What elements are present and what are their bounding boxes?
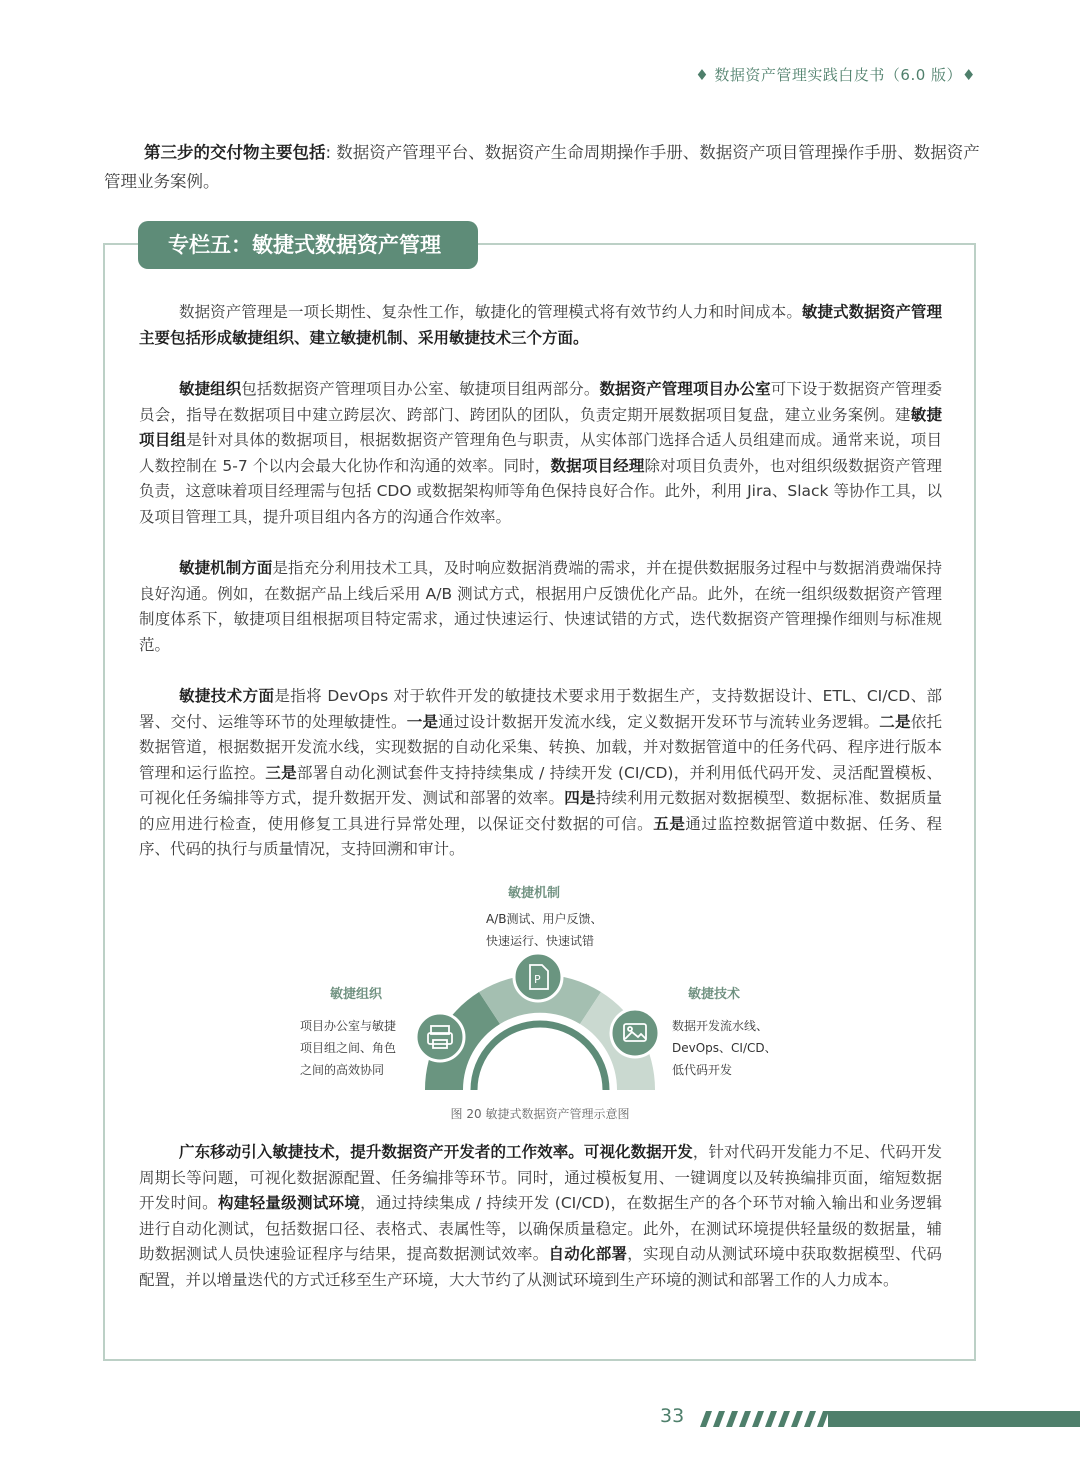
p3-text-1: 是指充分利用技术工具，及时响应数据消费端的需求，并在提供数据服务过程中与数据消费端保持良好沟通。例如，在数据产品上线后采用 A/B 测试方式，根据用户反馈优化产品。此外，在统一组织级数据资产管理制度体系下，敏捷项目组根据项目特定需求，通过快速运行、快速试错的方式，迭代数据资产管理操作细则与标准规范。 — [139, 559, 942, 654]
p2-bold-2: 数据资产管理项目办公室 — [599, 380, 771, 398]
intro-paragraph — [104, 138, 984, 196]
p4-bold-3: 二是 — [879, 712, 911, 731]
p4-text-4: 部署自动化测试套件支持持续集成 / 持续开发 (CI/CD)，并利用低代码开发、灵活配置模板、可视化任务编排等方式，提升数据开发、测试和部署的效率。 — [139, 763, 942, 807]
p5-bold-1: 广东移动引入敏捷技术，提升数据资产开发者的工作效率。 — [179, 1143, 584, 1161]
p3-bold-1: 敏捷机制方面 — [179, 559, 273, 577]
p5-text-3: ，通过持续集成 / 持续开发 (CI/CD)，在数据生产的各个环节对输入输出和业务逻辑进行自动化测试，包括数据口径、表格式、表属性等，以确保质量稳定。此外，在测试环境提供轻量级的数据量，辅助数据测试人员快速验证程序与结果，提高数据测试效率。 — [139, 1194, 942, 1263]
document-header-title: ♦ 数据资产管理实践白皮书（6.0 版）♦ — [695, 66, 976, 84]
footer-stripe — [700, 1411, 712, 1427]
technology-line-1: 数据开发流水线、 — [672, 1019, 769, 1033]
footer-stripe — [713, 1411, 725, 1427]
p2-text-1: 包括数据资产管理项目办公室、敏捷项目组两部分。 — [241, 380, 600, 398]
p4-bold-6: 五是 — [653, 814, 686, 833]
intro-bold-lead: 第三步的交付物主要包括 — [144, 143, 326, 162]
footer-stripe — [791, 1411, 803, 1427]
p2-bold-4: 数据项目经理 — [550, 456, 645, 475]
p2-bold-1: 敏捷组织 — [179, 380, 242, 398]
mechanism-title: 敏捷机制 — [508, 886, 561, 901]
paragraph-guangdong-case — [139, 1140, 942, 1293]
footer-stripe — [752, 1411, 764, 1427]
organization-line-1: 项目办公室与敏捷 — [300, 1019, 397, 1033]
p1-text: 数据资产管理是一项长期性、复杂性工作，敏捷化的管理模式将有效节约人力和时间成本。 — [179, 303, 802, 321]
footer-decoration-stripes — [700, 1411, 1080, 1427]
page-number: 33 — [660, 1405, 685, 1427]
p5-bold-4: 自动化部署 — [548, 1245, 628, 1263]
p5-bold-3: 构建轻量级测试环境 — [217, 1194, 361, 1212]
technology-title: 敏捷技术 — [688, 987, 741, 1002]
column-title: 专栏五：敏捷式数据资产管理 — [138, 221, 478, 269]
organization-line-3: 之间的高效协同 — [300, 1063, 385, 1077]
column-content-2 — [139, 1140, 942, 1319]
mechanism-line-1: A/B测试、用户反馈、 — [486, 912, 603, 926]
p5-text-4: ，实现自动从测试环境中获取数据模型、代码配置，并以增量迭代的方式迁移至生产环境，大大节约了从测试环境到生产环境的测试和部署工作的人力成本。 — [139, 1245, 942, 1289]
organization-line-2: 项目组之间、角色 — [300, 1041, 397, 1055]
intro-text: : 数据资产管理平台、数据资产生命周期操作手册、数据资产项目管理操作手册、数据资产管理业务案例。 — [104, 143, 980, 191]
p4-bold-5: 四是 — [564, 789, 596, 807]
technology-line-2: DevOps、CI/CD、 — [672, 1041, 777, 1055]
p2-text-2: 可下设于数据资产管理委员会，指导在数据项目中建立跨层次、跨部门、跨团队的团队，负责定期开展数据项目复盘，建立业务案例。建 — [139, 380, 942, 424]
p4-text-2: 通过设计数据开发流水线，定义数据开发环节与流转业务逻辑。 — [438, 712, 880, 731]
p4-bold-2: 一是 — [406, 712, 439, 731]
footer-stripe — [778, 1411, 790, 1427]
p1-bold: 敏捷式数据资产管理主要包括形成敏捷组织、建立敏捷机制、采用敏捷技术三个方面。 — [139, 303, 942, 347]
p4-bold-1: 敏捷技术方面 — [179, 687, 275, 705]
svg-text:P: P — [534, 973, 541, 986]
footer-stripe — [765, 1411, 777, 1427]
p5-bold-2: 可视化数据开发 — [583, 1143, 693, 1161]
p2-text-3: 是针对具体的数据项目，根据数据资产管理角色与职责，从实体部门选择合适人员组建而成。通常来说，项目人数控制在 5-7 个以内会最大化协作和沟通的效率。同时， — [139, 431, 942, 475]
p4-text-3: 依托数据管道，根据数据开发流水线，实现数据的自动化采集、转换、加载，并对数据管道中的任务代码、程序进行版本管理和运行监控。 — [139, 712, 942, 782]
p4-text-6: 通过监控数据管道中数据、任务、程序、代码的执行与质量情况，支持回溯和审计。 — [139, 814, 942, 858]
inner-arc — [474, 1024, 606, 1090]
organization-title: 敏捷组织 — [330, 987, 383, 1002]
p4-text-5: 持续利用元数据对数据模型、数据标准、数据质量的应用进行检查，使用修复工具进行异常处理，以保证交付数据的可信。 — [139, 789, 942, 833]
agile-diagram — [290, 870, 790, 1130]
footer-stripe — [817, 1411, 829, 1427]
paragraph-1 — [139, 300, 942, 351]
technology-line-3: 低代码开发 — [672, 1063, 733, 1077]
footer-stripe — [726, 1411, 738, 1427]
org-icon-circle — [416, 1013, 464, 1061]
column-content — [139, 300, 942, 889]
p2-bold-3: 敏捷项目组 — [139, 405, 942, 449]
figure-caption: 图 20 敏捷式数据资产管理示意图 — [450, 1107, 630, 1121]
footer-stripe — [804, 1411, 816, 1427]
paragraph-agile-mechanism — [139, 556, 942, 658]
mechanism-line-2: 快速运行、快速试错 — [486, 934, 595, 948]
tech-icon-circle — [611, 1009, 659, 1057]
p4-bold-4: 三是 — [265, 763, 297, 782]
p5-text-2: ，针对代码开发能力不足、代码开发周期长等问题，可视化数据源配置、任务编排等环节。同时，通过模板复用、一键调度以及转换编排页面，缩短数据开发时间。 — [139, 1143, 942, 1212]
footer-stripe — [739, 1411, 751, 1427]
paragraph-agile-org — [139, 377, 942, 530]
p4-text-1: 是指将 DevOps 对于软件开发的敏捷技术要求用于数据生产，支持数据设计、ETL、CI/CD、部署、交付、运维等环节的处理敏捷性。 — [139, 687, 942, 731]
p2-text-4: 除对项目负责外，也对组织级数据资产管理负责，这意味着项目经理需与包括 CDO 或数据架构师等角色保持良好合作。此外，利用 Jira、Slack 等协作工具，以及项目管理工具，提升项目组内各方的沟通合作效率。 — [139, 456, 942, 526]
paragraph-agile-tech — [139, 684, 942, 863]
